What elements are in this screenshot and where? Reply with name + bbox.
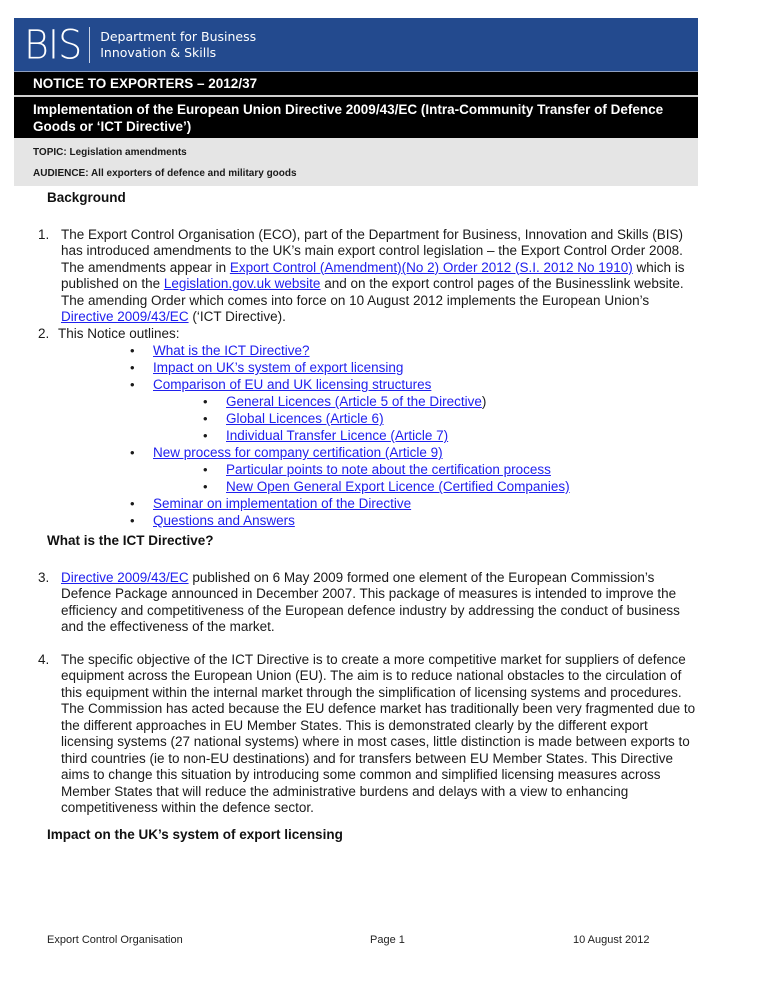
heading-impact: Impact on the UK’s system of export licensing (47, 826, 343, 842)
notice-audience: AUDIENCE: All exporters of defence and military goods (33, 168, 297, 179)
bullet-icon: • (203, 462, 208, 477)
link-directive-2009-43-ec[interactable]: Directive 2009/43/EC (61, 309, 189, 324)
toc-item (0, 478, 768, 495)
notice-header (14, 18, 698, 186)
toc-link-new-ogel[interactable]: New Open General Export Licence (Certified Companies) (226, 479, 570, 494)
bullet-icon: • (203, 428, 208, 443)
notice-title: Implementation of the European Union Directive 2009/43/EC (Intra-Community Transfer of Defence Goods or ‘ICT Directive’) (14, 97, 698, 138)
toc-item (0, 512, 768, 529)
bullet-icon: • (130, 377, 135, 392)
notice-meta (14, 138, 698, 186)
toc-link-general-licences[interactable]: General Licences (Article 5 of the Directive (226, 394, 482, 409)
paragraph-text: The Export Control Organisation (ECO), part of the Department for Business, Innovation and Skills (BIS) has introduced amendments to the UK’s main export control legislation – the Export Control Order 2008. The amendments appear in (61, 226, 684, 275)
bis-logo: BIS (24, 21, 82, 68)
paragraph-text: and on the export control pages of the Businesslink website. The amending Order which comes into force on 10 August 2012 implements the European Union’s (61, 276, 684, 308)
toc-item (0, 461, 768, 478)
toc-item (0, 444, 768, 461)
department-name-line2: Innovation & Skills (100, 44, 217, 60)
toc-item (0, 495, 768, 512)
toc-link-questions-answers[interactable]: Questions and Answers (153, 513, 295, 528)
link-legislation-gov-uk[interactable]: Legislation.gov.uk website (163, 276, 321, 291)
notice-topic: TOPIC: Legislation amendments (33, 147, 187, 158)
bullet-icon: • (130, 445, 135, 460)
paragraph-text: The specific objective of the ICT Directive is to create a more competitive market for suppliers of defence equipment across the European Union (EU). The aim is to reduce national obstacles to the circulation of this equipment within the internal market through the simplification of licensing systems and procedures. The Commission has acted because the EU defence market has traditionally been very fragmented due to the different approaches in EU Member States. This is demonstrated clearly by the different export licensing systems (27 national systems) where in most cases, little distinction is made between exports to third countries (ie to non-EU destinations) and for transfers between EU Member States. This Directive aims to change this situation by introducing some common and simplified licensing measures across Member States that will reduce the administrative burdens and delays with a view to enhancing competitiveness within the defence sector. (61, 651, 696, 815)
paragraph-number: 2. (38, 325, 50, 341)
notice-number: NOTICE TO EXPORTERS – 2012/37 (14, 72, 698, 97)
toc-item (0, 342, 768, 359)
paragraph-number: 1. (38, 226, 50, 242)
toc-item (0, 359, 768, 376)
bullet-icon: • (130, 513, 135, 528)
toc-link-global-licences[interactable]: Global Licences (Article 6) (226, 411, 384, 426)
logo-divider (89, 27, 90, 63)
paragraph-2 (0, 326, 698, 343)
department-name-line1: Department for Business (100, 28, 257, 44)
bullet-icon: • (203, 394, 208, 409)
brand-banner (14, 18, 698, 72)
footer-organisation: Export Control Organisation (47, 934, 183, 946)
heading-background: Background (47, 190, 126, 205)
link-directive-2009-43-ec[interactable]: Directive 2009/43/EC (61, 569, 189, 585)
paragraph-1 (0, 227, 701, 326)
document-body (0, 190, 768, 843)
heading-what-is-ict: What is the ICT Directive? (47, 533, 214, 548)
paragraph-text: published on 6 May 2009 formed one element of the European Commission’s Defence Package announced in December 2007. This package of measures is intended to improve the efficiency and competitiveness of the European defence industry by addressing the conduct of business and the effectiveness of the market. (61, 569, 680, 634)
toc-link-company-certification[interactable]: New process for company certification (Article 9) (153, 445, 443, 460)
footer-date: 10 August 2012 (573, 934, 650, 946)
toc-item (0, 427, 768, 444)
paragraph-text: This Notice outlines: (58, 325, 180, 341)
footer-page-number: Page 1 (370, 934, 405, 946)
toc-link-what-is-ict[interactable]: What is the ICT Directive? (153, 343, 310, 358)
toc-item (0, 393, 768, 410)
bullet-icon: • (203, 411, 208, 426)
toc-suffix: ) (481, 394, 487, 409)
bullet-icon: • (130, 343, 135, 358)
paragraph-3 (0, 570, 701, 636)
toc-item (0, 376, 768, 393)
toc-link-individual-transfer-licence[interactable]: Individual Transfer Licence (Article 7) (226, 428, 449, 443)
bullet-icon: • (203, 479, 208, 494)
paragraph-text: which is published on the (61, 259, 685, 291)
toc-item (0, 410, 768, 427)
toc-link-certification-points[interactable]: Particular points to note about the certification process (226, 462, 551, 477)
bullet-icon: • (130, 360, 135, 375)
toc-link-comparison[interactable]: Comparison of EU and UK licensing structures (153, 377, 432, 392)
link-export-control-amendment-order[interactable]: Export Control (Amendment)(No 2) Order 2012 (S.I. 2012 No 1910) (229, 259, 633, 275)
paragraph-text: (‘ICT Directive). (188, 309, 286, 324)
paragraph-4 (0, 652, 701, 817)
bullet-icon: • (130, 496, 135, 511)
toc-link-seminar[interactable]: Seminar on implementation of the Directive (153, 496, 412, 511)
toc-link-impact[interactable]: Impact on UK’s system of export licensing (153, 360, 404, 375)
department-name (100, 29, 256, 61)
table-of-contents (0, 342, 768, 529)
paragraph-number: 4. (38, 651, 50, 667)
paragraph-number: 3. (38, 569, 50, 585)
